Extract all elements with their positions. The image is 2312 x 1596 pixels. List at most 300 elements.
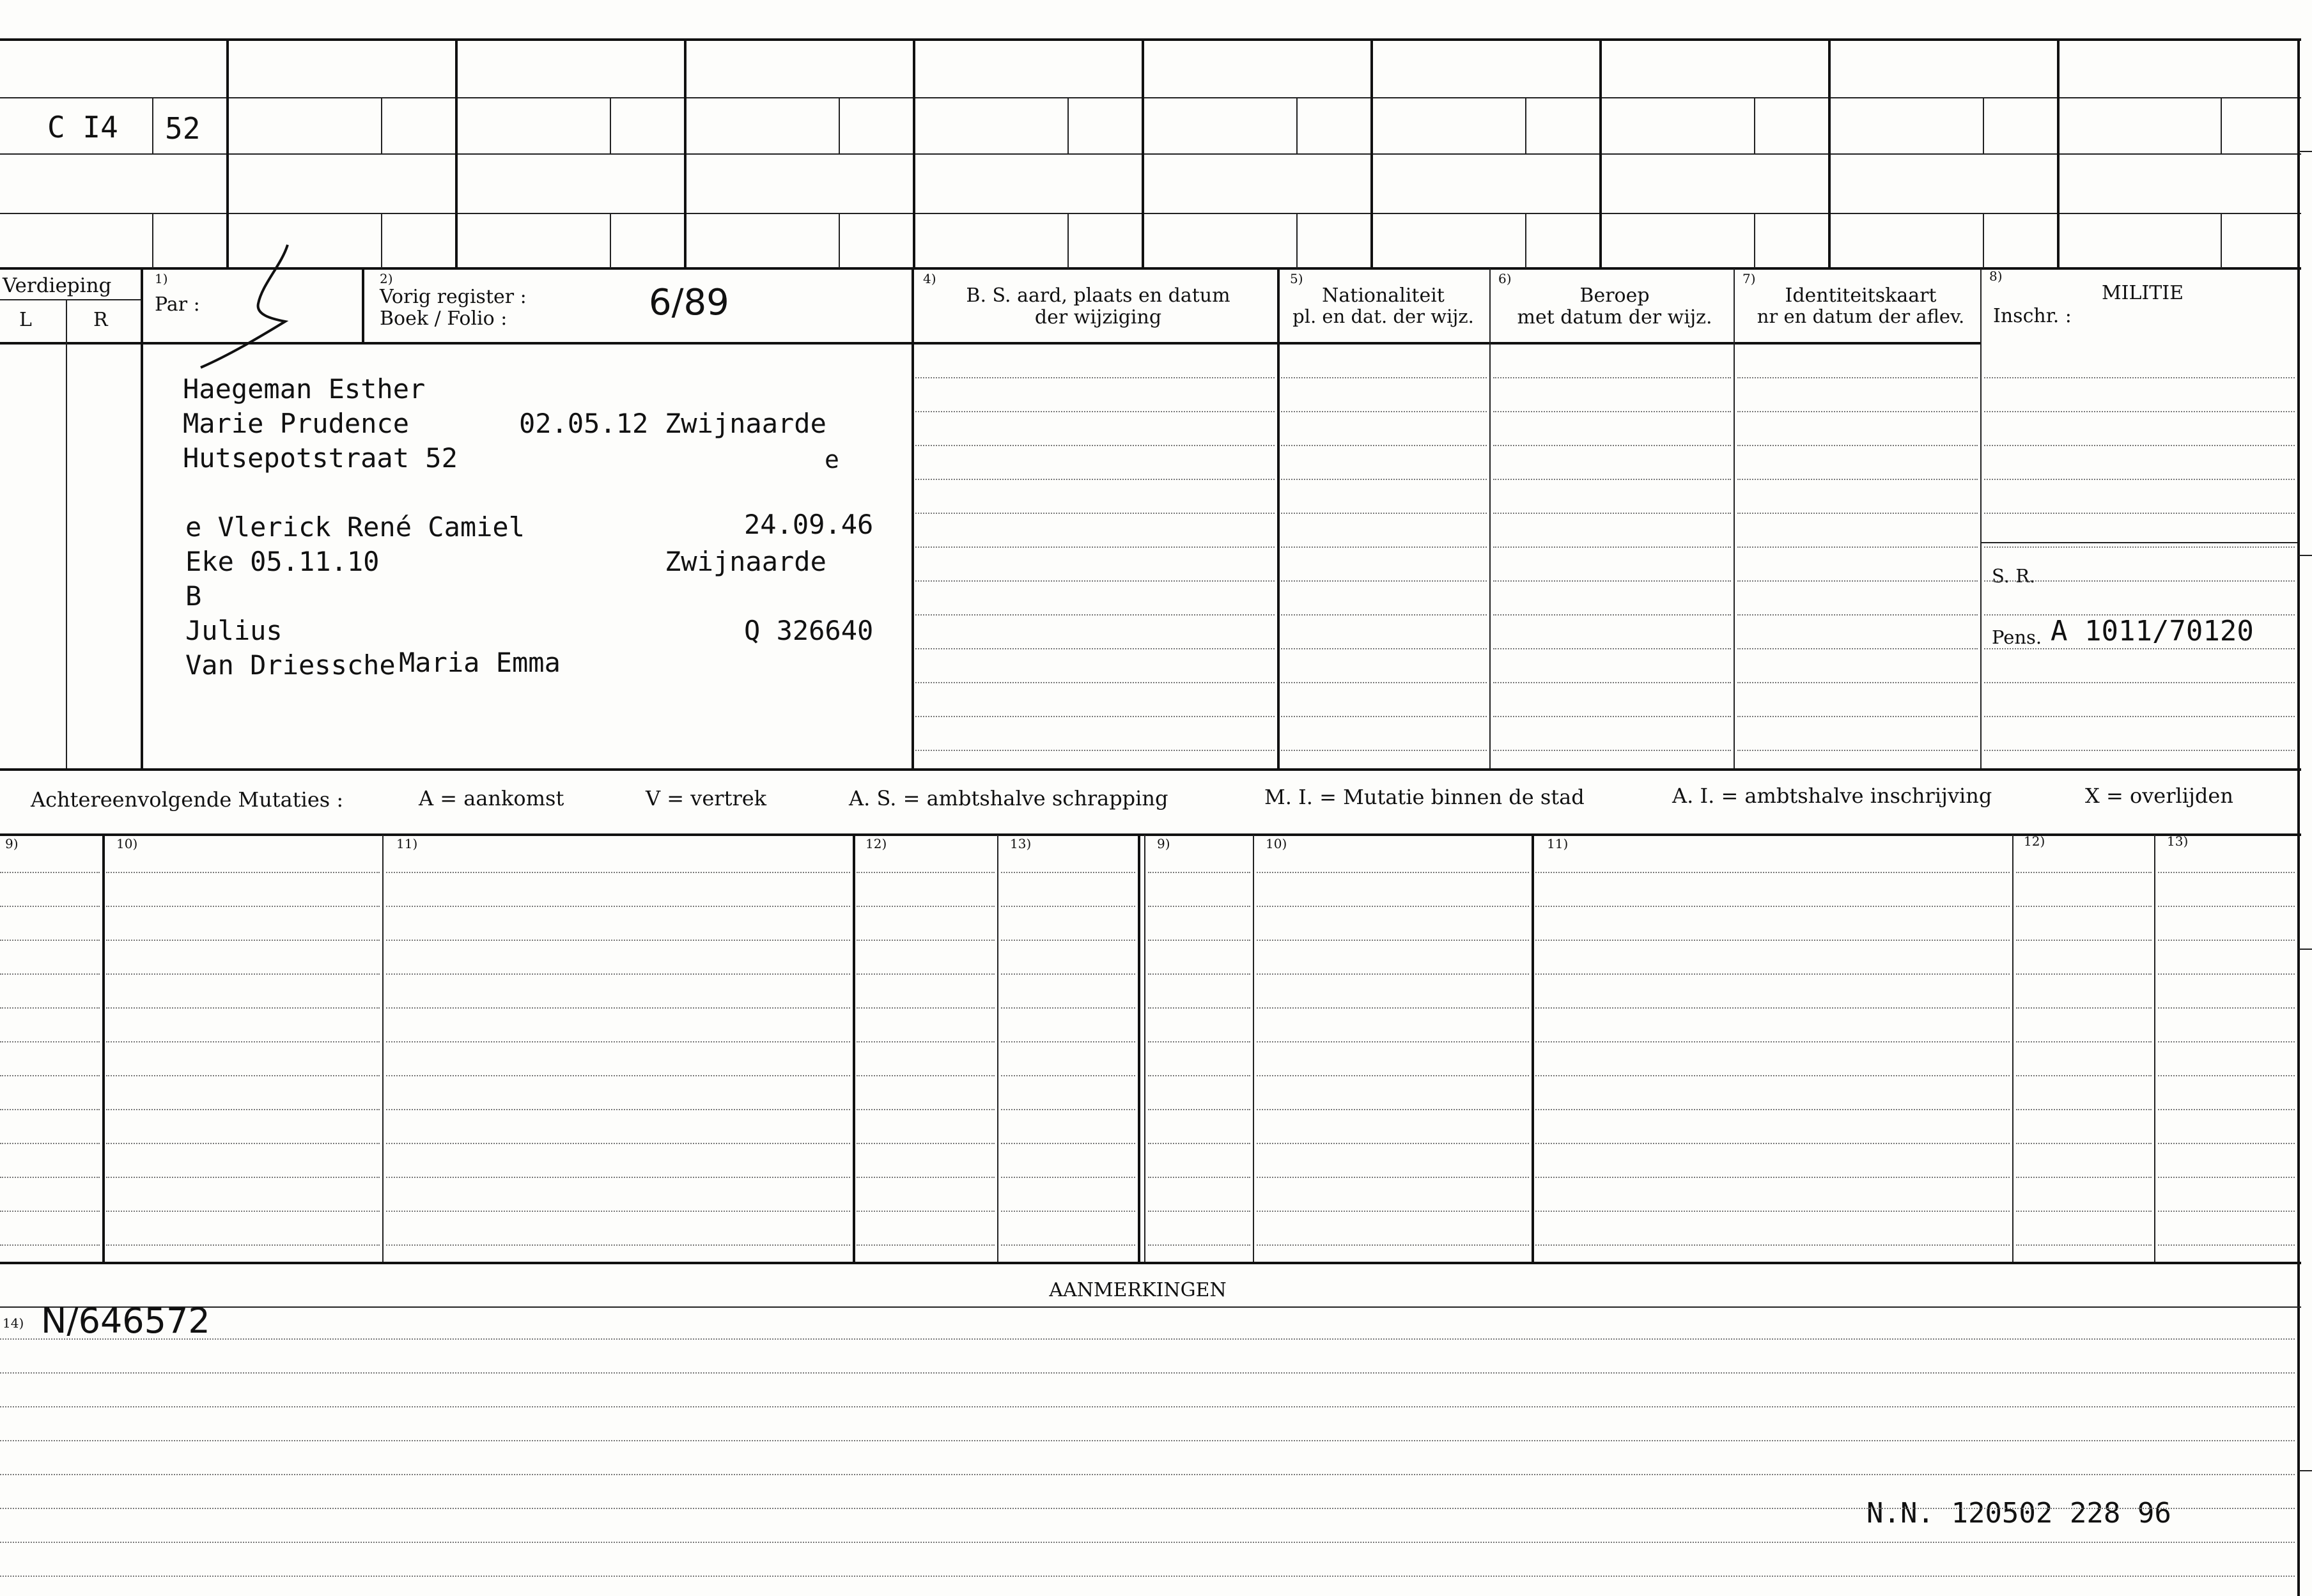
- dotted-rule: [1984, 614, 2295, 616]
- mut-col-12b: 12): [2024, 833, 2045, 849]
- legend-mutatie-binnen-stad: M. I. = Mutatie binnen de stad: [1264, 785, 1585, 809]
- dotted-rule: [1001, 1211, 1135, 1212]
- dotted-rule: [1257, 973, 1529, 975]
- top-grid-subdivider: [1296, 97, 1298, 153]
- top-grid-subdivider: [152, 213, 153, 268]
- dotted-rule: [106, 872, 380, 873]
- dotted-rule: [1535, 973, 2010, 975]
- dotted-rule: [857, 1211, 995, 1212]
- dotted-rule: [1148, 1211, 1250, 1212]
- dotted-rule: [857, 1041, 995, 1042]
- dotted-rule: [1984, 682, 2295, 683]
- dotted-rule: [0, 1474, 2295, 1475]
- mutaties-top-line: [0, 833, 2301, 836]
- top-grid-subdivider: [381, 213, 382, 268]
- dotted-rule: [1984, 411, 2295, 412]
- top-grid-subdivider: [2221, 213, 2222, 268]
- dotted-rule: [857, 1177, 995, 1178]
- header-divider: [1980, 268, 1982, 770]
- bs-header-line1: B. S. aard, plaats en datum: [966, 284, 1230, 307]
- dotted-rule: [1257, 1075, 1529, 1076]
- dotted-rule: [1257, 1041, 1529, 1042]
- edge-tick: [2299, 1470, 2312, 1471]
- id-code: Q 326640: [744, 615, 874, 646]
- dotted-rule: [1257, 1211, 1529, 1212]
- dotted-rule: [1001, 1109, 1135, 1110]
- dotted-rule: [857, 973, 995, 975]
- dotted-rule: [1493, 580, 1731, 582]
- aanmerkingen-note: N/646572: [41, 1301, 210, 1341]
- header-divider: [912, 268, 914, 770]
- dotted-rule: [106, 973, 380, 975]
- header-divider: [362, 268, 364, 343]
- dotted-rule: [386, 872, 850, 873]
- militie-separator: [1982, 542, 2297, 543]
- dotted-rule: [106, 906, 380, 907]
- dotted-rule: [106, 1211, 380, 1212]
- top-grid-subdivider: [839, 213, 840, 268]
- dotted-rule: [1148, 1143, 1250, 1144]
- header-divider: [141, 268, 143, 770]
- floor-left-label: L: [19, 309, 32, 331]
- dotted-rule: [1001, 1143, 1135, 1144]
- aanmerkingen-top-line: [0, 1262, 2301, 1264]
- dotted-rule: [106, 1075, 380, 1076]
- dotted-rule: [1493, 445, 1731, 446]
- dotted-rule: [1001, 872, 1135, 873]
- beroep-header-line1: Beroep: [1579, 284, 1650, 307]
- dotted-rule: [0, 1109, 100, 1110]
- mut-col-12: 12): [865, 836, 887, 851]
- dotted-rule: [857, 1075, 995, 1076]
- dotted-rule: [1535, 1007, 2010, 1009]
- dotted-rule: [0, 1143, 100, 1144]
- dotted-rule: [915, 614, 1275, 616]
- dotted-rule: [0, 1338, 2295, 1340]
- spouse-birth: Eke 05.11.10: [185, 546, 380, 577]
- dotted-rule: [2016, 1109, 2152, 1110]
- dotted-rule: [1737, 513, 1978, 514]
- mutaties-divider: [2154, 835, 2155, 1263]
- dotted-rule: [0, 1542, 2295, 1543]
- top-border: [0, 38, 2301, 41]
- dotted-rule: [1257, 1109, 1529, 1110]
- dotted-rule: [915, 513, 1275, 514]
- dotted-rule: [1984, 513, 2295, 514]
- dotted-rule: [0, 1041, 100, 1042]
- top-grid-line: [0, 213, 2301, 214]
- dotted-rule: [1737, 750, 1978, 751]
- dotted-rule: [1148, 1041, 1250, 1042]
- pens-label: Pens.: [1992, 626, 2042, 648]
- top-grid-subdivider: [152, 97, 153, 153]
- dotted-rule: [1281, 546, 1487, 548]
- dotted-rule: [106, 940, 380, 941]
- beroep-header-line2: met datum der wijz.: [1517, 306, 1712, 329]
- dotted-rule: [1148, 1075, 1250, 1076]
- dotted-rule: [1281, 445, 1487, 446]
- dotted-rule: [2158, 1075, 2295, 1076]
- mutaties-divider: [853, 835, 855, 1263]
- dotted-rule: [0, 1576, 2295, 1577]
- dotted-rule: [1257, 1007, 1529, 1009]
- dotted-rule: [2158, 940, 2295, 941]
- header-divider: [1277, 268, 1280, 770]
- dotted-rule: [1001, 1041, 1135, 1042]
- dotted-rule: [2016, 906, 2152, 907]
- dotted-rule: [1257, 906, 1529, 907]
- dotted-rule: [0, 1508, 2295, 1509]
- person-name: Haegeman Esther: [183, 373, 426, 405]
- dotted-rule: [0, 872, 100, 873]
- mutaties-divider: [1138, 835, 1140, 1263]
- field-number-5: 5): [1290, 271, 1303, 286]
- dotted-rule: [1281, 682, 1487, 683]
- dotted-rule: [1535, 1177, 2010, 1178]
- top-grid-subdivider: [1983, 97, 1984, 153]
- dotted-rule: [2158, 973, 2295, 975]
- dotted-rule: [2158, 1244, 2295, 1246]
- dotted-rule: [1535, 1075, 2010, 1076]
- top-grid-divider: [1370, 38, 1373, 268]
- aanmerkingen-header-line: [0, 1306, 2301, 1308]
- dotted-rule: [1493, 750, 1731, 751]
- par-signature: [192, 240, 320, 374]
- dotted-rule: [1493, 614, 1731, 616]
- dotted-rule: [1148, 1177, 1250, 1178]
- legend-overlijden: X = overlijden: [2085, 784, 2233, 808]
- mut-col-13: 13): [1010, 836, 1032, 851]
- nationaliteit-header-line2: pl. en dat. der wijz.: [1292, 306, 1474, 327]
- legend-ambtshalve-schrapping: A. S. = ambtshalve schrapping: [849, 786, 1168, 810]
- dotted-rule: [1535, 1211, 2010, 1212]
- aanmerkingen-title: AANMERKINGEN: [1049, 1279, 1227, 1301]
- dotted-rule: [0, 1177, 100, 1178]
- top-grid-subdivider: [610, 97, 611, 153]
- sr-label: S. R.: [1992, 565, 2036, 587]
- spouse-name: e Vlerick René Camiel: [185, 511, 525, 543]
- header-divider: [1734, 268, 1735, 770]
- dotted-rule: [1493, 479, 1731, 480]
- dotted-rule: [386, 1075, 850, 1076]
- field-number-14: 14): [3, 1315, 24, 1331]
- dotted-rule: [1001, 940, 1135, 941]
- person-address: Hutsepotstraat 52: [183, 442, 458, 474]
- dotted-rule: [1281, 750, 1487, 751]
- dotted-rule: [915, 479, 1275, 480]
- dotted-rule: [106, 1143, 380, 1144]
- dotted-rule: [1148, 973, 1250, 975]
- dotted-rule: [1257, 1244, 1529, 1246]
- floor-right-label: R: [93, 309, 108, 331]
- dotted-rule: [1493, 682, 1731, 683]
- top-grid-subdivider: [610, 213, 611, 268]
- dotted-rule: [1281, 614, 1487, 616]
- mut-col-9b: 9): [1157, 836, 1170, 851]
- dotted-rule: [386, 906, 850, 907]
- dotted-rule: [386, 1007, 850, 1009]
- dotted-rule: [2016, 940, 2152, 941]
- dotted-rule: [1001, 1007, 1135, 1009]
- dotted-rule: [386, 1211, 850, 1212]
- dotted-rule: [1535, 1244, 2010, 1246]
- mut-col-11b: 11): [1547, 836, 1569, 851]
- mutaties-divider: [102, 835, 105, 1263]
- par-label: Par :: [155, 293, 200, 316]
- top-grid-subdivider: [1983, 213, 1984, 268]
- dotted-rule: [1737, 546, 1978, 548]
- identiteitskaart-header-line1: Identiteitskaart: [1785, 284, 1937, 307]
- person-b: B: [185, 580, 202, 612]
- dotted-rule: [1737, 716, 1978, 717]
- top-grid-divider: [2057, 38, 2060, 268]
- dotted-rule: [1281, 411, 1487, 412]
- top-grid-subdivider: [839, 97, 840, 153]
- field-number-7: 7): [1742, 271, 1756, 286]
- legend-aankomst: A = aankomst: [419, 786, 564, 810]
- dotted-rule: [386, 1041, 850, 1042]
- dotted-rule: [1535, 872, 2010, 873]
- mut-col-9: 9): [5, 836, 19, 851]
- inschrijving-label: Inschr. :: [1993, 305, 2072, 327]
- dotted-rule: [2016, 872, 2152, 873]
- header-divider: [66, 299, 67, 770]
- dotted-rule: [0, 1372, 2295, 1374]
- dotted-rule: [915, 546, 1275, 548]
- dotted-rule: [1148, 1244, 1250, 1246]
- field-number-2: 2): [380, 271, 393, 286]
- dotted-rule: [386, 1143, 850, 1144]
- dotted-rule: [915, 750, 1275, 751]
- top-grid-divider: [913, 38, 915, 268]
- dotted-rule: [915, 580, 1275, 582]
- dotted-rule: [915, 377, 1275, 378]
- edge-tick: [2299, 151, 2312, 152]
- dotted-rule: [2158, 1007, 2295, 1009]
- right-border: [2297, 38, 2300, 1596]
- dotted-rule: [1281, 479, 1487, 480]
- dotted-rule: [2158, 1177, 2295, 1178]
- top-grid-subdivider: [1754, 213, 1755, 268]
- mother-surname: Van Driessche: [185, 649, 396, 681]
- dotted-rule: [1535, 1143, 2010, 1144]
- top-grid-subdivider: [1525, 97, 1526, 153]
- dotted-rule: [1001, 906, 1135, 907]
- dotted-rule: [1493, 716, 1731, 717]
- dotted-rule: [1984, 546, 2295, 548]
- mut-col-10b: 10): [1266, 836, 1287, 851]
- mutaties-divider: [1532, 835, 1534, 1263]
- top-grid-divider: [226, 38, 229, 268]
- national-number: N.N. 120502 228 96: [1866, 1497, 2171, 1530]
- dotted-rule: [1001, 1075, 1135, 1076]
- spouse-birth-place: Zwijnaarde: [665, 546, 826, 577]
- top-grid-subdivider: [1754, 97, 1755, 153]
- dotted-rule: [2016, 1007, 2152, 1009]
- dotted-rule: [857, 1244, 995, 1246]
- dotted-rule: [1984, 648, 2295, 649]
- header-divider: [1489, 268, 1491, 770]
- mutaties-divider: [997, 835, 998, 1263]
- mut-col-11: 11): [396, 836, 418, 851]
- dotted-rule: [106, 1007, 380, 1009]
- edge-tick: [2299, 949, 2312, 950]
- person-birth-date: 02.05.12: [519, 408, 649, 439]
- mutaties-title: Achtereenvolgende Mutaties :: [31, 787, 344, 812]
- dotted-rule: [1001, 1244, 1135, 1246]
- dotted-rule: [106, 1109, 380, 1110]
- top-grid-subdivider: [381, 97, 382, 153]
- dotted-rule: [2016, 1177, 2152, 1178]
- dotted-rule: [915, 682, 1275, 683]
- dotted-rule: [1984, 479, 2295, 480]
- dotted-rule: [857, 872, 995, 873]
- dotted-rule: [1148, 940, 1250, 941]
- dotted-rule: [1737, 411, 1978, 412]
- dotted-rule: [386, 1109, 850, 1110]
- dotted-rule: [2016, 1143, 2152, 1144]
- dotted-rule: [0, 1244, 100, 1246]
- dotted-rule: [2016, 973, 2152, 975]
- house-number: 52: [165, 111, 201, 146]
- mutaties-divider: [2012, 835, 2013, 1263]
- dotted-rule: [857, 906, 995, 907]
- dotted-rule: [1535, 940, 2010, 941]
- dotted-rule: [106, 1244, 380, 1246]
- dotted-rule: [0, 1075, 100, 1076]
- dotted-rule: [1737, 377, 1978, 378]
- father-name: Julius: [185, 615, 283, 646]
- dotted-rule: [1984, 445, 2295, 446]
- dotted-rule: [1984, 716, 2295, 717]
- dotted-rule: [1984, 750, 2295, 751]
- verdieping-label: Verdieping: [3, 274, 112, 297]
- dotted-rule: [1257, 940, 1529, 941]
- dotted-rule: [1281, 716, 1487, 717]
- dotted-rule: [106, 1041, 380, 1042]
- dotted-rule: [1493, 513, 1731, 514]
- top-grid-subdivider: [1296, 213, 1298, 268]
- dotted-rule: [857, 1143, 995, 1144]
- dotted-rule: [0, 1211, 100, 1212]
- dotted-rule: [2016, 1244, 2152, 1246]
- person-birth-place: Zwijnaarde: [665, 408, 826, 439]
- legend-ambtshalve-inschrijving: A. I. = ambtshalve inschrijving: [1672, 784, 1992, 808]
- dotted-rule: [0, 1440, 2295, 1441]
- dotted-rule: [2016, 1211, 2152, 1212]
- top-grid-subdivider: [2221, 97, 2222, 153]
- dotted-rule: [1984, 580, 2295, 582]
- dotted-rule: [1493, 648, 1731, 649]
- dotted-rule: [915, 445, 1275, 446]
- dotted-rule: [1257, 872, 1529, 873]
- dotted-rule: [386, 1244, 850, 1246]
- dotted-rule: [1737, 445, 1978, 446]
- dotted-rule: [1257, 1177, 1529, 1178]
- building-code: C I4: [47, 110, 118, 144]
- dotted-rule: [2158, 1041, 2295, 1042]
- mut-col-10: 10): [116, 836, 138, 851]
- dotted-rule: [1493, 377, 1731, 378]
- top-grid-divider: [1599, 38, 1602, 268]
- dotted-rule: [1535, 906, 2010, 907]
- dotted-rule: [386, 940, 850, 941]
- verdieping-separator: [0, 299, 141, 300]
- mut-col-13b: 13): [2167, 833, 2189, 849]
- dotted-rule: [1984, 377, 2295, 378]
- top-grid-line: [0, 153, 2301, 155]
- field-number-8: 8): [1989, 268, 2003, 284]
- field-number-1: 1): [155, 271, 168, 286]
- dotted-rule: [1001, 1177, 1135, 1178]
- legend-top-line: [0, 768, 2301, 771]
- dotted-rule: [386, 973, 850, 975]
- dotted-rule: [386, 1177, 850, 1178]
- dotted-rule: [1257, 1143, 1529, 1144]
- dotted-rule: [0, 906, 100, 907]
- dotted-rule: [1148, 872, 1250, 873]
- top-grid-subdivider: [1067, 213, 1069, 268]
- person-mark-e: e: [825, 445, 839, 474]
- dotted-rule: [1535, 1041, 2010, 1042]
- dotted-rule: [1281, 377, 1487, 378]
- dotted-rule: [1737, 580, 1978, 582]
- top-grid-divider: [1828, 38, 1831, 268]
- dotted-rule: [1281, 580, 1487, 582]
- dotted-rule: [2158, 1109, 2295, 1110]
- dotted-rule: [1737, 479, 1978, 480]
- dotted-rule: [1281, 648, 1487, 649]
- top-grid-subdivider: [1067, 97, 1069, 153]
- militie-header: MILITIE: [2101, 282, 2184, 304]
- mutaties-divider: [1253, 835, 1254, 1263]
- pens-number: A 1011/70120: [2051, 615, 2254, 647]
- dotted-rule: [857, 1007, 995, 1009]
- mutaties-divider: [382, 835, 384, 1263]
- dotted-rule: [857, 940, 995, 941]
- dotted-rule: [0, 1406, 2295, 1407]
- dotted-rule: [857, 1109, 995, 1110]
- dotted-rule: [0, 1007, 100, 1009]
- top-grid-divider: [684, 38, 687, 268]
- dotted-rule: [1148, 906, 1250, 907]
- dotted-rule: [0, 940, 100, 941]
- dotted-rule: [1535, 1109, 2010, 1110]
- field-number-4: 4): [923, 271, 936, 286]
- person-given-names: Marie Prudence: [183, 408, 410, 439]
- dotted-rule: [1148, 1109, 1250, 1110]
- dotted-rule: [2016, 1041, 2152, 1042]
- legend-vertrek: V = vertrek: [646, 786, 767, 810]
- dotted-rule: [106, 1177, 380, 1178]
- field-number-6: 6): [1498, 271, 1512, 286]
- dotted-rule: [2158, 1143, 2295, 1144]
- dotted-rule: [915, 716, 1275, 717]
- dotted-rule: [915, 411, 1275, 412]
- bs-header-line2: der wijziging: [1034, 306, 1162, 329]
- boek-folio-value: 6/89: [649, 282, 729, 323]
- dotted-rule: [2158, 906, 2295, 907]
- dotted-rule: [1737, 614, 1978, 616]
- nationaliteit-header-line1: Nationaliteit: [1322, 284, 1445, 307]
- dotted-rule: [2158, 1211, 2295, 1212]
- dotted-rule: [1281, 513, 1487, 514]
- boek-folio-label: Boek / Folio :: [380, 307, 508, 330]
- edge-tick: [2299, 555, 2312, 556]
- marriage-date: 24.09.46: [744, 509, 874, 540]
- top-grid-divider: [1142, 38, 1144, 268]
- header-top-line: [0, 267, 2301, 270]
